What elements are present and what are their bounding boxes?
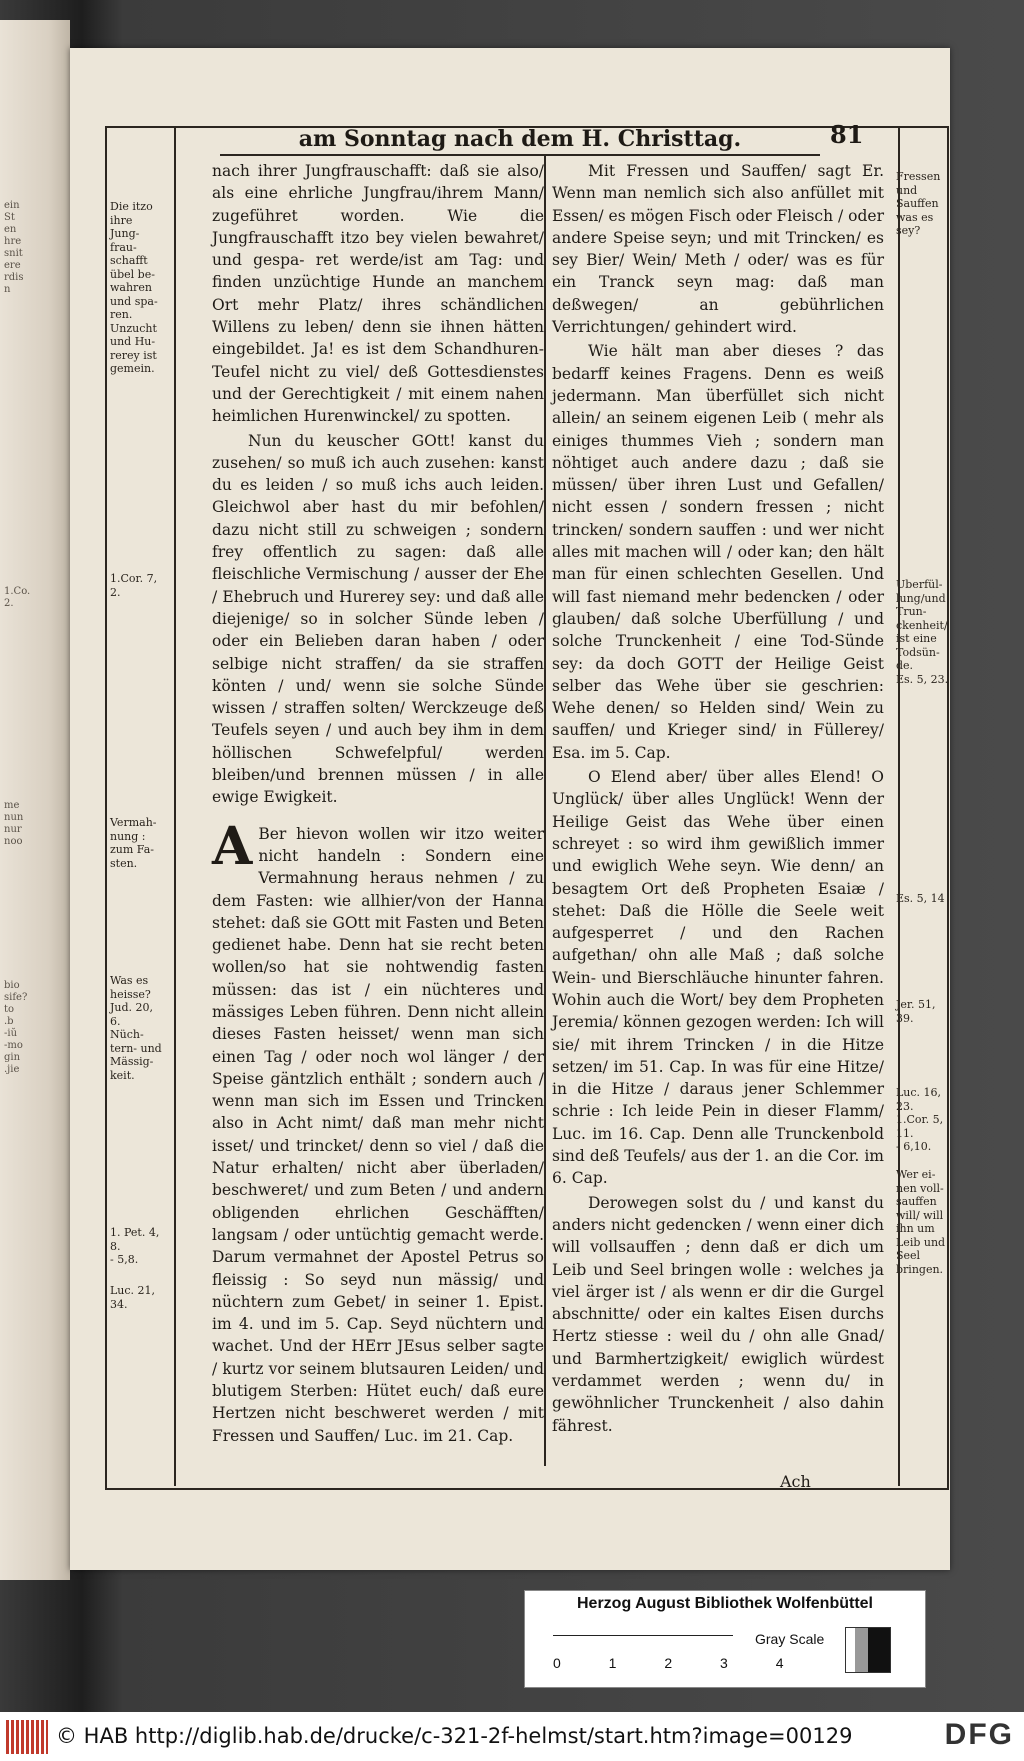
paragraph: O Elend aber/ über alles Elend! O Unglück/ über alles Unglück! Wenn der Heilige Geist das Wehe über einen schreyet : so wird ihm gewißlich immer und ewiglich Wehe seyn. Wie denn/ an besagtem Ort deß Propheten Esaiæ / stehet: Daß die Hölle die Seele weit aufgesperret / und den Rachen aufgethan/ ohn alle Maß ; daß solche Wein- und Bierschläuche hinunter fahren. Wohin auch die Wort/ bey dem Propheten Jeremia/ können gezogen werden: Ich will sie/ mit ihrem Trincken / in die Hitze setzen/ im 51. Cap. In was für eine Hitze/ in die Hitze / daraus jener Schlemmer schrie : Ich leide Pein in dieser Flamm/ Luc. im 16. Cap. Denn alle Trunckenbold sind deß Teufels/ aus der 1. an die Cor. im 6. Cap. <box>552 768 884 1188</box>
margin-note-left: Luc. 21, 34. <box>110 1284 156 1311</box>
right-text-column <box>552 160 884 1439</box>
viewer-footer <box>0 1712 1024 1761</box>
paragraph: nach ihrer Jungfrauschafft: daß sie also/ als eine ehrliche Jungfrau/ihrem Mann/ zugeführet worden. Wie die Jungfrauschafft itzo bey vielen bewahret/ und gespa- ret werde/ist am Tag: und finden unzüchtige Hunde an manchem Ort mehr Platz/ ihres schändlichen Willens zu leben/ denn sie ihnen hätten eingebildet. Ja! es ist dem Schandhuren-Teufel nicht zu viel/ deß Gottesdienstes und der Gerechtigkeit / mit einem nahen heimlichen Hurenwinckel/ zu spotten. <box>212 162 544 426</box>
margin-note-left: 1.Cor. 7, 2. <box>110 572 158 599</box>
margin-note-right: Jer. 51, 39. <box>896 998 936 1025</box>
margin-note-right: Luc. 16, 23. 1.Cor. 5, 11. - 6,10. <box>896 1086 944 1153</box>
library-scale-label <box>524 1590 926 1688</box>
margin-note-left: Vermah- nung : zum Fa- sten. <box>110 816 157 870</box>
left-text-column <box>212 160 544 1449</box>
barcode-logo-icon <box>6 1720 48 1754</box>
paragraph: Ber hievon wollen wir itzo weiter nicht handeln : Sondern eine Vermahnung heraus nehmen / zu dem Fasten: wie allhier/von der Hanna stehet: daß sie GOtt mit Fasten und Beten gedienet habe. Denn hat sie recht beten wollen/so hat sie nohtwendig fasten müssen: das ist / ein nüchteres und mässiges Leben führen. Denn nicht allein dieses Fasten heisset/ wenn man sich einen Tag / oder noch wol länger / der Speise gäntzlich enthält ; sondern auch / wenn man sich im Essen und Trincken also in Acht nimt/ daß man mehr nicht isset/ und trincket/ denn so viel / daß die Natur erhalten/ nicht aber überladen/ beschweret/ und zum Beten / und andern obligenden ehrlichen Geschäfften/ langsam / oder untüchtig gemacht werde. Darum vermahnet der Apostel Petrus so fleissig : So seyd nun mässig/ und nüchtern zum Gebet/ in seiner 1. Epist. im 4. und im 5. Cap. Seyd nüchtern und wachet. Und der HErr JEsus selber sagte / kurtz vor seinem blutsauren Leiden/ und blutigem Sterben: Hütet euch/ daß eure Hertzen nicht beschweret werden / mit Fressen und Sauffen/ Luc. im 21. Cap. <box>212 824 544 1445</box>
previous-page-edge <box>0 20 70 1580</box>
scale-numbers: 0 1 2 3 4 <box>553 1655 806 1671</box>
book-page <box>70 48 950 1570</box>
margin-note-right: Es. 5, 14 <box>896 892 945 905</box>
paragraph: Wie hält man aber dieses ? das bedarff keines Fragens. Denn es weiß jedermann. Man überfüllet sich nicht allein/ an seinem eigenen Leib ( mehr als einiges thummes Vieh ; sondern man nöhtiget auch andere dazu ; daß sie müssen/ über ihren Lust und Gefallen/ nicht essen / sondern fressen ; nicht trincken/ sondern sauffen : und wer nicht alles mit machen will / oder kan; den hält man für einen schlechten Gesellen. Und will fast niemand mehr bedencken / oder glauben/ daß solche Uberfüllung / und solche Trunckenheit / eine Tod-Sünde sey: da doch GOTT der Heilige Geist selber das Wehe über sie geschrien: Wehe denen/ so Helden sind/ Wein zu sauffen/ und Krieger sind/ in Füllerey/ Esa. im 5. Cap. <box>552 342 884 762</box>
library-name: Herzog August Bibliothek Wolfenbüttel <box>577 1595 873 1612</box>
column-rule <box>544 156 546 1466</box>
paragraph: Mit Fressen und Sauffen/ sagt Er. Wenn man nemlich sich also anfüllet mit Essen/ es mögen Fisch oder Fleisch / oder andere Speise seyn; und mit Trincken/ es sey Bier/ Wein/ Meth / oder/ was es für ein Tranck seyn mag: daß man deßwegen/ an gebührlichen Verrichtungen/ gehindert wird. <box>552 162 885 337</box>
margin-note-left: Die itzo ihre Jung- frau- schafft übel be- wahren und spa- ren. Unzucht und Hu- rerey ist gemein. <box>110 200 158 375</box>
page-number: 81 <box>830 120 864 149</box>
drop-cap-letter: A <box>212 815 253 877</box>
gray-scale-swatch <box>845 1627 891 1673</box>
paragraph: Nun du keuscher GOtt! kanst du zusehen/ so muß ich auch zusehen: kanst du es leiden / so muß ichs auch leiden. Gleichwol aber hast du mir befohlen/ dazu nicht still zu schweigen ; sondern frey offentlich zu sagen: daß alle fleischliche Vermischung / ausser der Ehe / Ehebruch und Hurerey sey: und daß alle diejenige/ so in solcher Sünde leben / oder ein Belieben daran haben / oder selbige nicht straffen/ da sie straffen könten / und/ wenn sie solche Sünde wissen / straffen solten/ Werckzeuge deß Teufels seyen / und auch bey ihm in dem höllischen Schwefelpful/ werden bleiben/und brennen müssen / in alle ewige Ewigkeit. <box>212 431 544 807</box>
margin-note-right: Fressen und Sauffen was es sey? <box>896 170 941 237</box>
margin-note-right: Wer ei- nen voll- sauffen will/ will ihn um Leib und Seel bringen. <box>896 1168 946 1276</box>
dfg-logo: DFG <box>944 1718 1014 1751</box>
prev-page-fragment: bio sife? to .b -iŭ -mo gin .jie <box>4 980 28 1075</box>
copyright-link[interactable]: © HAB http://diglib.hab.de/drucke/c-321-2f-helmst/start.htm?image=00129 <box>56 1724 853 1748</box>
margin-note-left: Was es heisse? Jud. 20, 6. Nüch- tern- und Mässig- keit. <box>110 974 162 1082</box>
scale-ruler <box>553 1635 733 1636</box>
gray-scale-label: Gray Scale <box>755 1631 825 1647</box>
margin-note-left: 1. Pet. 4, 8. - 5,8. <box>110 1226 160 1266</box>
margin-note-right: Uberfül- lung/und Trun- ckenheit/ ist eine Todsün- de. Es. 5, 23. <box>896 578 949 686</box>
running-head: am Sonntag nach dem H. Christtag. <box>220 124 820 156</box>
paragraph: Derowegen solst du / und kanst du anders nicht gedencken / wenn einer dich will vollsauffen ; denn daß er dich um Leib und Seel bringen wolle : welches ja viel ärger ist / als wenn er dir die Gurgel abschnitte/ oder ein kaltes Eisen durchs Hertz stiesse : weil du / ohn alle Gnad/ und Barmhertzigkeit/ ewiglich würdest verdammet werden ; wenn du/ in gewöhnlicher Trunckenheit / also dahin fährest. <box>552 1193 884 1435</box>
prev-page-fragment: ein St en hre snit ere rdis n <box>4 200 24 295</box>
catchword: Ach <box>780 1472 811 1491</box>
prev-page-fragment: 1.Co. 2. <box>4 586 31 609</box>
prev-page-fragment: me nun nur noo <box>4 800 24 847</box>
